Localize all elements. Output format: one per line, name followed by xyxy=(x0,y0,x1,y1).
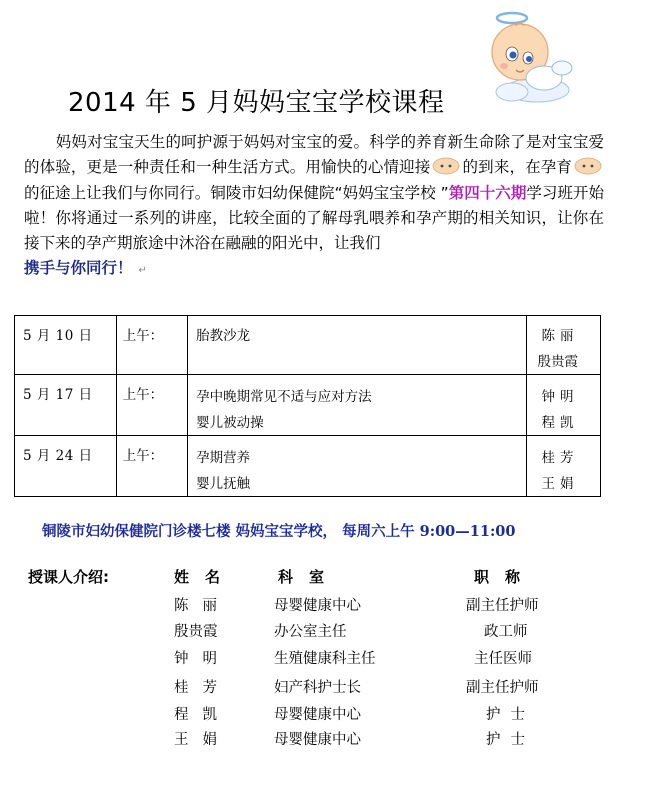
intro-text-2: 的到来，在孕育 xyxy=(462,158,572,177)
schedule-topic: 胎教沙龙 xyxy=(196,328,251,344)
schedule-teacher: 陈丽 xyxy=(541,328,579,344)
session-number: 第四十六期 xyxy=(448,183,527,202)
instructor-title: 护士 xyxy=(486,732,535,748)
schedule-date: 5 月 10 日 xyxy=(23,328,93,344)
page-title: 2014 年 5 月妈妈宝宝学校课程 xyxy=(68,88,445,118)
instructor-dept: 母婴健康中心 xyxy=(274,707,361,723)
baby-face-icon xyxy=(574,157,602,175)
instructor-name: 王娟 xyxy=(174,732,231,748)
instructor-title: 主任医师 xyxy=(474,651,532,667)
schedule-time: 上午： xyxy=(122,328,164,344)
intro-closing: 携手与你同行！ xyxy=(24,259,133,278)
schedule-teacher: 殷贵霞 xyxy=(537,354,578,370)
instructors-label: 授课人介绍: xyxy=(28,568,109,586)
intro-text-4: 学习班开始啦！你将通过一系列的讲座，比较全面的了解母乳喂养和孕产期的相关知识，让你在接下来的孕产期旅途中沐浴在融融的阳光中，让我们 xyxy=(24,183,604,253)
intro-text-3: 的征途上让我们与你同行。铜陵市妇幼保健院“妈妈宝宝学校 ” xyxy=(24,183,449,202)
schedule-topic: 婴儿被动操 xyxy=(196,415,264,431)
header-name: 姓名 xyxy=(174,568,237,586)
table-row xyxy=(15,375,601,436)
instructor-name: 殷贵霞 xyxy=(174,624,218,640)
instructor-title: 副主任护师 xyxy=(466,680,539,696)
schedule-date: 5 月 24 日 xyxy=(23,448,93,464)
instructor-title: 副主任护师 xyxy=(466,598,539,614)
instructor-dept: 办公室主任 xyxy=(274,624,347,640)
schedule-table xyxy=(14,315,601,497)
instructor-name: 桂芳 xyxy=(174,680,231,696)
intro-paragraph xyxy=(24,130,604,284)
location-info: 铜陵市妇幼保健院门诊楼七楼 妈妈宝宝学校， 每周六上午 9:00—11:00 xyxy=(42,523,516,540)
table-row xyxy=(15,316,601,375)
instructor-name: 程凯 xyxy=(174,707,231,723)
header-dept: 科室 xyxy=(278,568,341,586)
schedule-teacher: 程凯 xyxy=(541,415,579,431)
schedule-teacher: 钟明 xyxy=(541,389,579,405)
instructor-dept: 生殖健康科主任 xyxy=(274,651,376,667)
instructor-title: 护士 xyxy=(486,707,535,723)
instructor-dept: 母婴健康中心 xyxy=(274,732,361,748)
instructor-name: 钟明 xyxy=(174,651,231,667)
schedule-topic: 孕期营养 xyxy=(196,450,251,466)
schedule-time: 上午： xyxy=(122,387,164,403)
header-title: 职称 xyxy=(474,568,537,586)
instructor-dept: 妇产科护士长 xyxy=(274,680,361,696)
schedule-topic: 婴儿抚触 xyxy=(196,476,251,492)
paragraph-mark-icon: ↵ xyxy=(138,265,147,277)
schedule-topic: 孕中晚期常见不适与应对方法 xyxy=(196,389,372,405)
baby-angel-illustration xyxy=(482,8,574,106)
baby-face-icon xyxy=(432,157,460,175)
schedule-teacher: 桂芳 xyxy=(541,450,579,466)
schedule-time: 上午： xyxy=(122,448,164,464)
instructor-name: 陈丽 xyxy=(174,598,231,614)
intro-text-1: 妈妈对宝宝天生的呵护源于妈妈对宝宝的爱。科学的养育新生命除了是对宝宝爱的体验，更是一种责任和一种生活方式。用愉快的心情迎接 xyxy=(24,133,604,177)
schedule-teacher: 王娟 xyxy=(541,476,579,492)
instructor-title: 政工师 xyxy=(484,624,528,640)
schedule-date: 5 月 17 日 xyxy=(23,387,93,403)
instructor-dept: 母婴健康中心 xyxy=(274,598,361,614)
table-row xyxy=(15,436,601,497)
